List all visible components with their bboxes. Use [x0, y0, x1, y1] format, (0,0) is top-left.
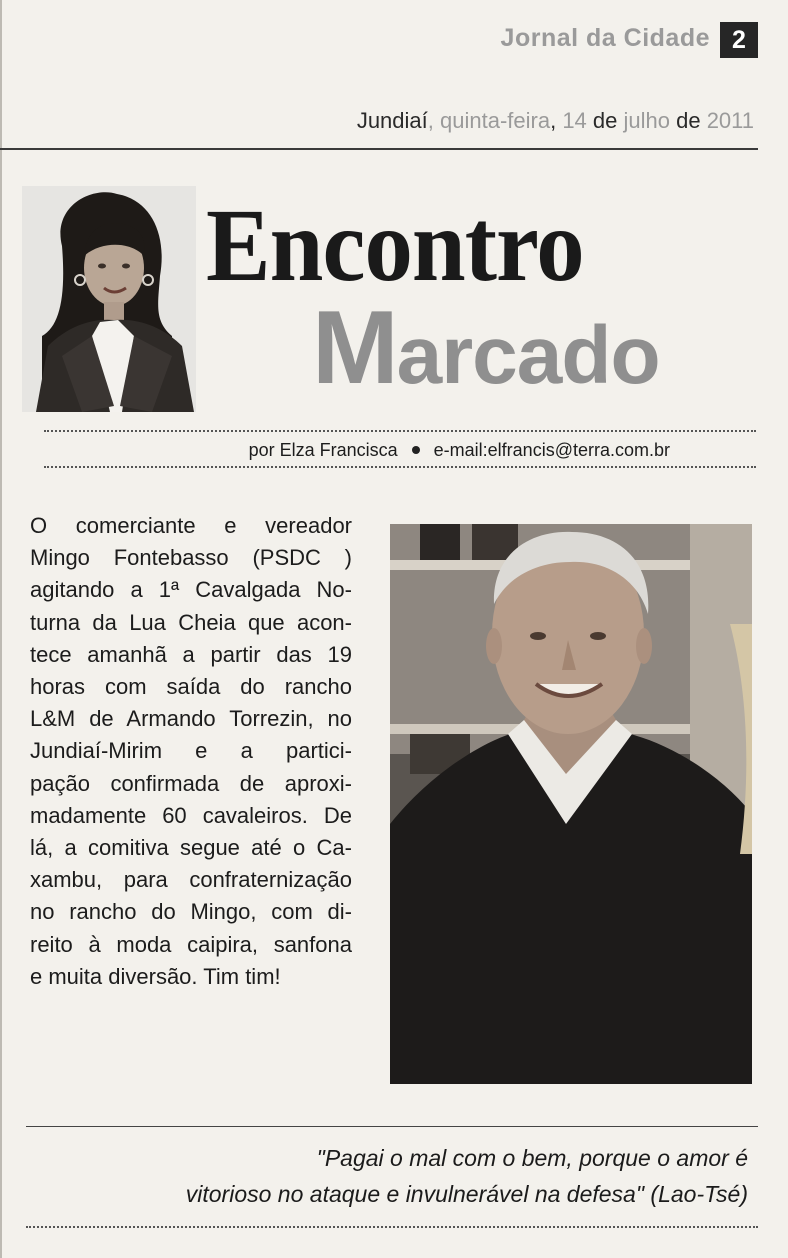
article-line: agitando a 1ª Cavalgada No-: [30, 577, 352, 603]
columnist-portrait: [22, 186, 196, 412]
article-line: O comerciante e vereador: [30, 513, 352, 538]
publication-name: Jornal da Cidade: [500, 24, 710, 52]
page-number-badge: 2: [720, 22, 758, 58]
quote-divider-top: [26, 1126, 758, 1127]
article-line: Mingo Fontebasso (PSDC ): [30, 545, 352, 571]
byline-divider-bottom: [44, 466, 756, 468]
date-day: 14: [562, 108, 587, 133]
article-line: tece amanhã a partir das 19: [30, 641, 352, 667]
article-line: madamente 60 cavaleiros. De: [30, 802, 352, 828]
columnist-portrait-image: [22, 186, 196, 412]
article-photo-image: [390, 524, 752, 1084]
byline: [0, 440, 670, 461]
date-de: de: [669, 108, 707, 133]
article-line: horas com saída do rancho: [30, 674, 352, 700]
masthead-row: [0, 22, 758, 58]
byline-divider-top: [44, 430, 756, 432]
article-line: Jundiaí-Mirim e a partici-: [30, 738, 352, 764]
article-line: xambu, para confraternização: [30, 867, 352, 893]
date-weekday: quinta-feira: [440, 108, 551, 133]
quote-divider-bottom: [26, 1226, 758, 1228]
quote-line: "Pagai o mal com o bem, porque o amor é: [316, 1145, 748, 1171]
quote-line: vitorioso no ataque e invulnerável na defesa" (Lao-Tsé): [185, 1181, 748, 1207]
article-line: no rancho do Mingo, com di-: [30, 899, 352, 925]
article-photo: [390, 524, 752, 1084]
column-title-line1: Encontro: [206, 188, 584, 303]
article-line: e muita diversão. Tim tim!: [30, 963, 281, 989]
byline-author: por Elza Francisca: [248, 440, 398, 460]
bullet-icon: [412, 446, 420, 454]
date-sep: ,: [427, 108, 440, 133]
date-month: julho: [623, 108, 670, 133]
article-line: reito à moda caipira, sanfona: [30, 931, 352, 957]
date-year: 2011: [706, 108, 754, 133]
article-line: pação confirmada de aproxi-: [30, 770, 352, 796]
page-edge: [0, 0, 2, 1258]
dateline: [357, 108, 754, 134]
header-divider: [0, 148, 758, 150]
article-line: L&M de Armando Torrezin, no: [30, 706, 352, 732]
date-city: Jundiaí: [356, 108, 428, 133]
article-line: turna da Lua Cheia que acon-: [30, 609, 352, 635]
column-title-initial: M: [312, 290, 397, 406]
closing-quote: [108, 1140, 748, 1212]
article-body: [30, 510, 352, 993]
date-sep: ,: [550, 108, 563, 133]
column-title-rest: arcado: [396, 310, 660, 401]
date-de: de: [586, 108, 624, 133]
byline-email: e-mail:elfrancis@terra.com.br: [433, 440, 670, 460]
article-line: lá, a comitiva segue até o Ca-: [30, 835, 352, 861]
column-title-line2: [312, 290, 660, 408]
